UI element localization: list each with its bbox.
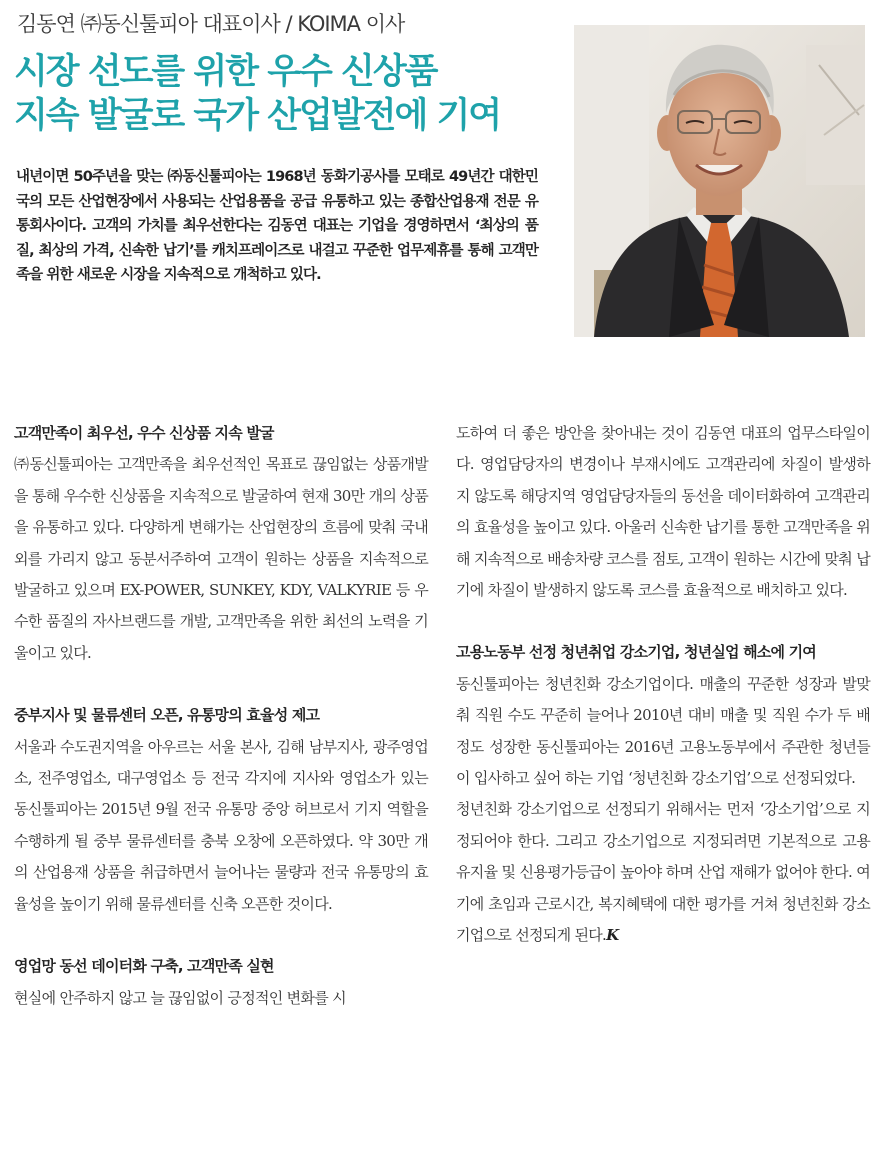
section-title-youth-employment: 고용노동부 선정 청년취업 강소기업, 청년실업 해소에 기여 — [456, 643, 816, 662]
end-mark: K — [606, 926, 619, 945]
section-body-sales-network-start: 현실에 안주하지 않고 늘 끊임없이 긍정적인 변화를 시 — [14, 988, 346, 1007]
section-title-sales-network: 영업망 동선 데이터화 구축, 고객만족 실현 — [14, 957, 274, 976]
section-title-logistics: 중부지사 및 물류센터 오픈, 유통망의 효율성 제고 — [14, 706, 320, 725]
section-gap — [456, 606, 870, 637]
section-gap — [14, 920, 428, 951]
portrait-photo — [574, 25, 865, 337]
intro-paragraph: 내년이면 50주년을 맞는 ㈜동신툴피아는 1968년 동화기공사를 모태로 49년간 대한민국의 모든 산업현장에서 사용되는 산업용품을 공급 유통하고 있는 종합산업용재 전문 유통회사이다. 고객의 가치를 최우선한다는 김동연 대표는 기업을 경영하면서 ‘최상의 품질, 최상의 가격, 신속한 납기’를 캐치프레이즈로 내걸고 꾸준한 업무제휴를 통해 고객만족을 위한 새로운 시장을 지속적으로 개척하고 있다. — [16, 169, 538, 283]
left-column — [14, 418, 428, 1014]
portrait-photo-icon — [574, 25, 865, 337]
section-title-customer: 고객만족이 최우선, 우수 신상품 지속 발굴 — [14, 424, 274, 442]
headline — [14, 50, 574, 138]
headline-line-2: 지속 발굴로 국가 산업발전에 기여 — [14, 96, 501, 136]
section-body-logistics: 서울과 수도권지역을 아우르는 서울 본사, 김해 남부지사, 광주영업소, 전주영업소, 대구영업소 등 전국 각지에 지사와 영업소가 있는 동신툴피아는 2015년 9월 전국 유통망 중앙 허브로서 기지 역할을 수행하게 될 중부 물류센터를 충북 오창에 오픈하였다. 약 30만 개의 산업용재 상품을 취급하면서 늘어나는 물량과 전국 유통망의 효율성을 높이기 위해 물류센터를 신축 오픈한 것이다. — [14, 737, 428, 913]
section-body-youth-employment-1: 동신툴피아는 청년친화 강소기업이다. 매출의 꾸준한 성장과 발맞춰 직원 수도 꾸준히 늘어나 2010년 대비 매출 및 직원 수가 두 배 정도 성장한 동신툴피아는 2016년 고용노동부에서 주관한 청년들이 입사하고 싶어 하는 기업 ‘청년친화 강소기업’으로 선정되었다. — [456, 674, 870, 788]
byline: 김동연 ㈜동신툴피아 대표이사 / KOIMA 이사 — [17, 12, 405, 36]
section-gap — [14, 669, 428, 700]
right-column — [456, 418, 870, 952]
section-body-sales-network-continued: 도하여 더 좋은 방안을 찾아내는 것이 김동연 대표의 업무스타일이다. 영업담당자의 변경이나 부재시에도 고객관리에 차질이 발생하지 않도록 해당지역 영업담당자들의 동선을 데이터화하여 고객관리의 효율성을 높이고 있다. 아울러 신속한 납기를 통한 고객만족을 위해 지속적으로 배송차량 코스를 점토, 고객이 원하는 시간에 맞춰 납기에 차질이 발생하지 않도록 코스를 효율적으로 배치하고 있다. — [456, 424, 870, 600]
section-body-youth-employment-2-text: 청년친화 강소기업으로 선정되기 위해서는 먼저 ‘강소기업’으로 지정되어야 한다. 그리고 강소기업으로 지정되려면 기본적으로 고용유지율 및 신용평가등급이 높아야 하며 산업 재해가 없어야 한다. 여기에 초임과 근로시간, 복지혜택에 대한 평가를 거쳐 청년친화 강소기업으로 선정되게 된다. — [456, 800, 870, 945]
section-body-youth-employment-2 — [456, 794, 870, 951]
section-body-customer: ㈜동신툴피아는 고객만족을 최우선적인 목표로 끊임없는 상품개발을 통해 우수한 신상품을 지속적으로 발굴하여 현재 30만 개의 상품을 유통하고 있다. 다양하게 변해가는 산업현장의 흐름에 맞춰 국내외를 가리지 않고 동분서주하여 고객이 원하는 상품을 지속적으로 발굴하고 있으며 EX-POWER, SUNKEY, KDY, VALKYRIE 등 우수한 품질의 자사브랜드를 개발, 고객만족을 위한 최선의 노력을 기울이고 있다. — [14, 455, 428, 662]
headline-line-1: 시장 선도를 위한 우수 신상품 — [14, 52, 437, 92]
